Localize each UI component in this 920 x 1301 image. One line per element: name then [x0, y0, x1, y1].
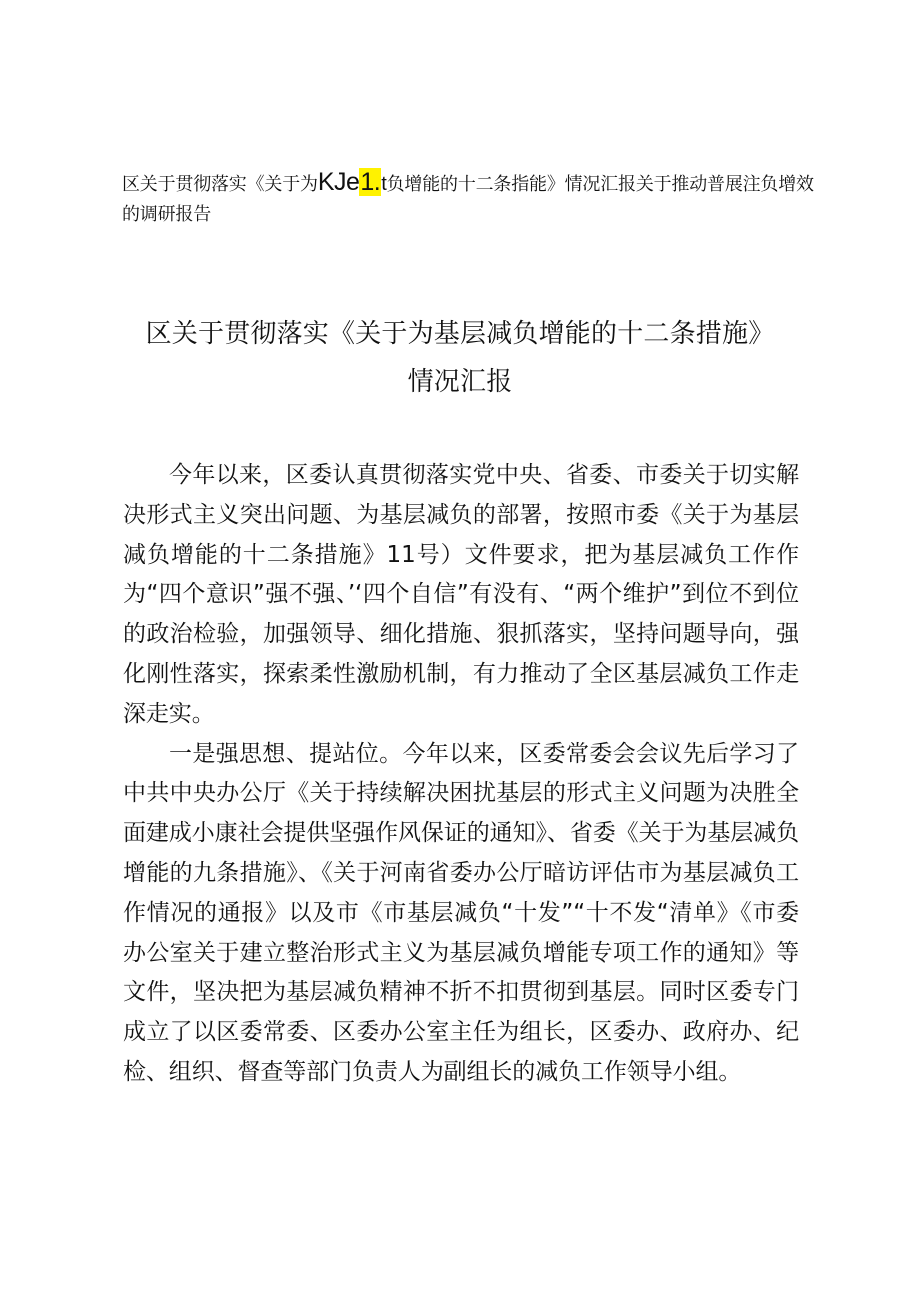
header-garbled-text: KJe [317, 168, 360, 196]
header-highlighted-text: 1. [360, 168, 381, 196]
paragraph-1: 今年以来，区委认真贯彻落实党中央、省委、市委关于切实解决形式主义突出问题、为基层减负的部署，按照市委《关于为基层减负增能的十二条措施》11号）文件要求，把为基层减负工作作为“四个意识”强不强、’‘四个自信”有没有、“两个维护”到位不到位的政治检验，加强领导、细化措施、狠抓落实，坚持问题导向，强化刚性落实，探索柔性激励机制，有力推动了全区基层减负工作走深走实。 [123, 462, 799, 727]
document-body [123, 456, 799, 1093]
title-line-1: 区关于贯彻落实《关于为基层减负增能的十二条措施》 [145, 319, 775, 349]
document-title [120, 310, 800, 406]
header-garbled-text-2: t [381, 173, 387, 195]
title-line-2: 情况汇报 [407, 367, 513, 397]
paragraph-2: 一是强思想、提站位。今年以来，区委常委会会议先后学习了中共中央办公厅《关于持续解决困扰基层的形式主义问题为决胜全面建成小康社会提供坚强作风保证的通知》、省委《关于为基层减负增能的九条措施》、《关于河南省委办公厅暗访评估市为基层减负工作情况的通报》以及市《市基层减负“十发”“十不发“清单》《市委办公室关于建立整治形式主义为基层减负增能专项工作的通知》等文件，坚决把为基层减负精神不折不扣贯彻到基层。同时区委专门成立了以区委常委、区委办公室主任为组长，区委办、政府办、纪检、组织、督查等部门负责人为副组长的减负工作领导小组。 [123, 740, 799, 1085]
header-text-part2: 负增能的十二条指能》情况汇报关于推动普展注负增效的调研报告 [122, 174, 814, 225]
header-text-part1: 区关于贯彻落实《关于为 [122, 174, 318, 195]
document-header [122, 167, 822, 230]
